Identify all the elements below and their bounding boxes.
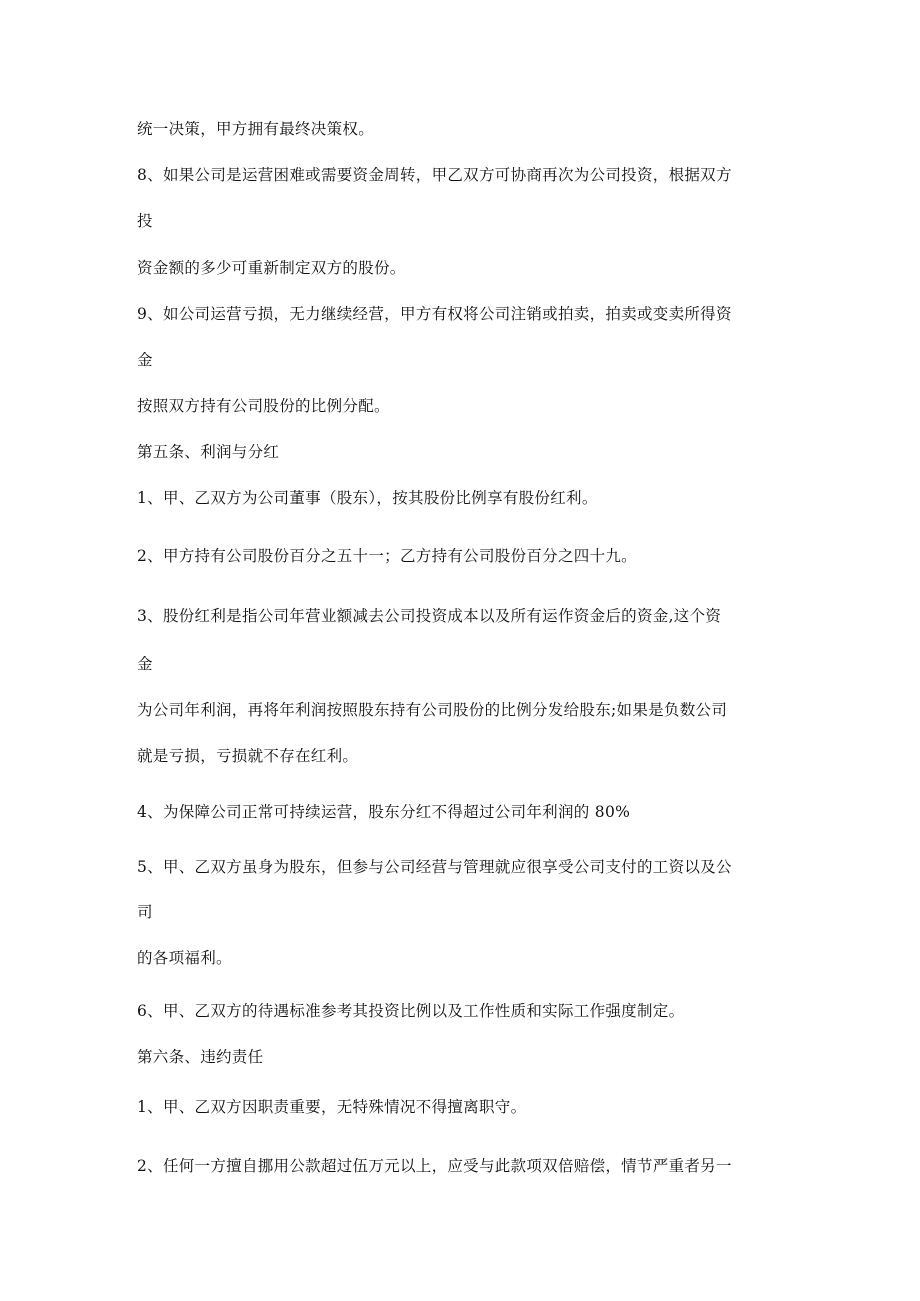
text-line: 6、甲、乙双方的待遇标准参考其投资比例以及工作性质和实际工作强度制定。 xyxy=(137,1002,685,1020)
text-line: 为公司年利润，再将年利润按照股东持有公司股份的比例分发给股东;如果是负数公司 xyxy=(137,701,728,719)
text-line: 1、甲、乙双方因职责重要，无特殊情况不得擅离职守。 xyxy=(137,1098,527,1116)
text-line: 8、如果公司是运营困难或需要资金周转，甲乙双方可协商再次为公司投资，根据双方 xyxy=(137,166,732,184)
section-heading: 第六条、违约责任 xyxy=(137,1048,264,1066)
section-heading: 第五条、利润与分红 xyxy=(137,443,280,461)
text-line: 1、甲、乙双方为公司董事（股东），按其股份比例享有股份红利。 xyxy=(137,489,598,507)
text-line: 2、甲方持有公司股份百分之五十一；乙方持有公司股份百分之四十九。 xyxy=(137,547,637,565)
text-line: 金 xyxy=(137,655,153,673)
text-line: 金 xyxy=(137,351,153,369)
text-line: 按照双方持有公司股份的比例分配。 xyxy=(137,397,390,415)
text-line: 司 xyxy=(137,903,153,921)
text-line: 3、股份红利是指公司年营业额减去公司投资成本以及所有运作资金后的资金,这个资 xyxy=(137,607,722,625)
text-line: 2、任何一方擅自挪用公款超过伍万元以上，应受与此款项双倍赔偿，情节严重者另一 xyxy=(137,1157,732,1175)
text-line: 5、甲、乙双方虽身为股东，但参与公司经营与管理就应很享受公司支付的工资以及公 xyxy=(137,858,732,876)
text-line: 统一决策，甲方拥有最终决策权。 xyxy=(137,120,375,138)
text-line: 的各项福利。 xyxy=(137,949,232,967)
text-line: 就是亏损，亏损就不存在红利。 xyxy=(137,747,359,765)
text-line: 4、为保障公司正常可持续运营，股东分红不得超过公司年利润的 80% xyxy=(137,803,631,821)
text-line: 资金额的多少可重新制定双方的股份。 xyxy=(137,259,406,277)
text-line: 投 xyxy=(137,212,153,230)
text-line: 9、如公司运营亏损，无力继续经营，甲方有权将公司注销或拍卖，拍卖或变卖所得资 xyxy=(137,305,732,323)
